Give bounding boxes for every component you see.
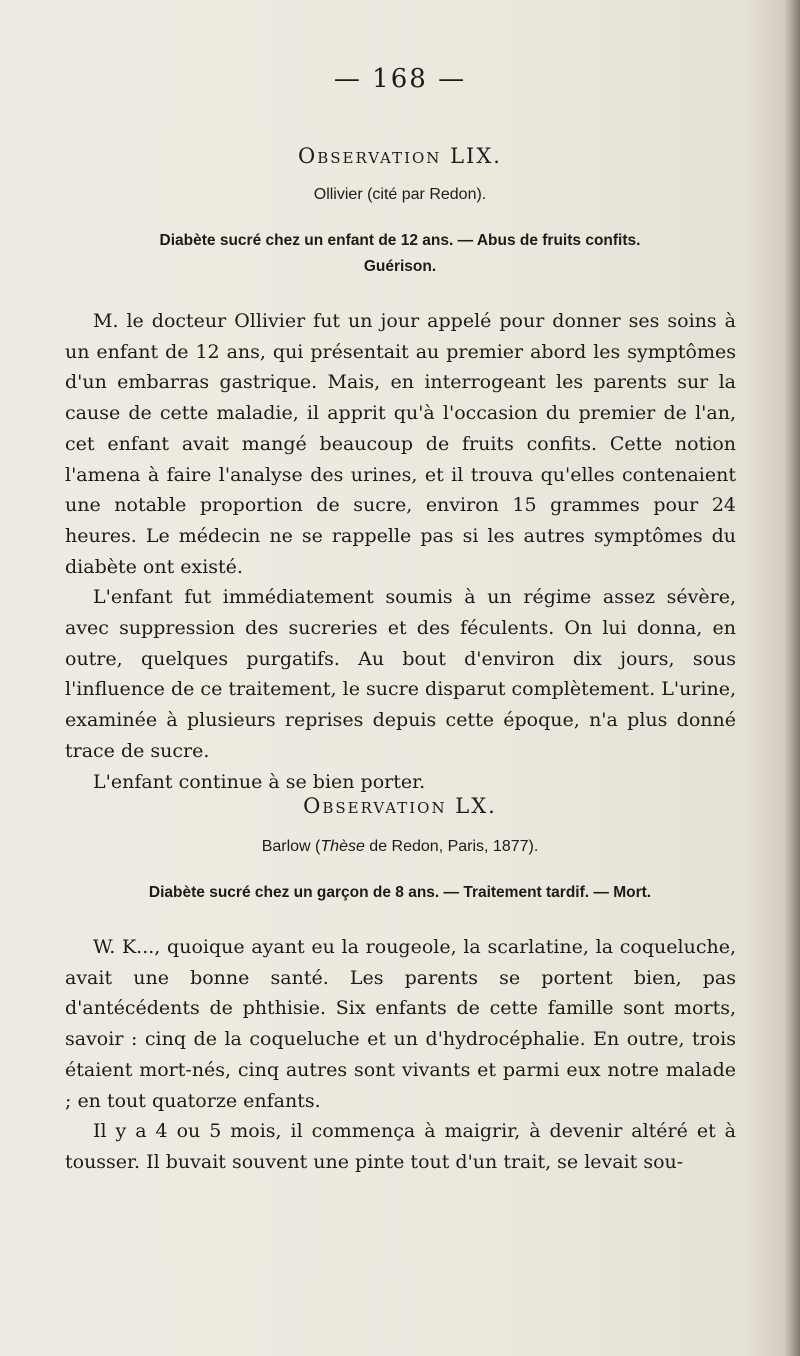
- observation-60-paragraph-2: Il y a 4 ou 5 mois, il commença à maigrir, à devenir altéré et à tousser. Il buvait souvent une pinte tout d'un trait, se levait sou-: [65, 1120, 736, 1173]
- observation-60-source-work: Thèse: [320, 838, 365, 855]
- observation-60-title: Observation LX.: [303, 794, 497, 818]
- observation-59-source: Ollivier (cité par Redon).: [313, 186, 487, 203]
- observation-60-source: [0, 838, 800, 856]
- observation-60-subtitle: Diabète sucré chez un garçon de 8 ans. — Traitement tardif. — Mort.: [148, 884, 652, 901]
- page-number: — 168 —: [333, 64, 467, 94]
- observation-59-subtitle-line2: Guérison.: [363, 258, 437, 275]
- observation-60-source-author: Barlow (: [261, 838, 321, 855]
- observation-59-subtitle: [60, 228, 740, 280]
- observation-60-source-rest: de Redon, Paris, 1877).: [364, 838, 539, 855]
- observation-59-paragraph-3: L'enfant continue à se bien porter.: [93, 770, 426, 793]
- observation-59-paragraph-1: M. le docteur Ollivier fut un jour appelé pour donner ses soins à un enfant de 12 ans, qui présentait au premier abord les symptômes d'un embarras gastrique. Mais, en interrogeant les parents sur la cause de cette maladie, il apprit qu'à l'occasion du premier de l'an, cet enfant avait mangé beaucoup de fruits confits. Cette notion l'amena à faire l'analyse des urines, et il trouva qu'elles contenaient une notable proportion de sucre, environ 15 grammes pour 24 heures. Le médecin ne se rappelle pas si les autres symptômes du diabète ont existé.: [65, 310, 736, 578]
- observation-59-body: [65, 306, 736, 797]
- observation-59-subtitle-line1: Diabète sucré chez un enfant de 12 ans. — Abus de fruits confits.: [159, 232, 641, 249]
- observation-59-title: Observation LIX.: [298, 144, 502, 168]
- observation-60-paragraph-1: W. K..., quoique ayant eu la rougeole, la scarlatine, la coqueluche, avait une bonne santé. Les parents se portent bien, pas d'antécédents de phthisie. Six enfants de cette famille sont morts, savoir : cinq de la coqueluche et un d'hydrocéphalie. En outre, trois étaient mort-nés, cinq autres sont vivants et parmi eux notre malade ; en tout quatorze enfants.: [65, 936, 736, 1112]
- observation-60-body: [65, 932, 736, 1178]
- observation-59-paragraph-2: L'enfant fut immédiatement soumis à un régime assez sévère, avec suppression des sucreries et des féculents. On lui donna, en outre, quelques purgatifs. Au bout d'environ dix jours, sous l'influence de ce traitement, le sucre disparut complètement. L'urine, examinée à plusieurs reprises depuis cette époque, n'a plus donné trace de sucre.: [65, 586, 736, 762]
